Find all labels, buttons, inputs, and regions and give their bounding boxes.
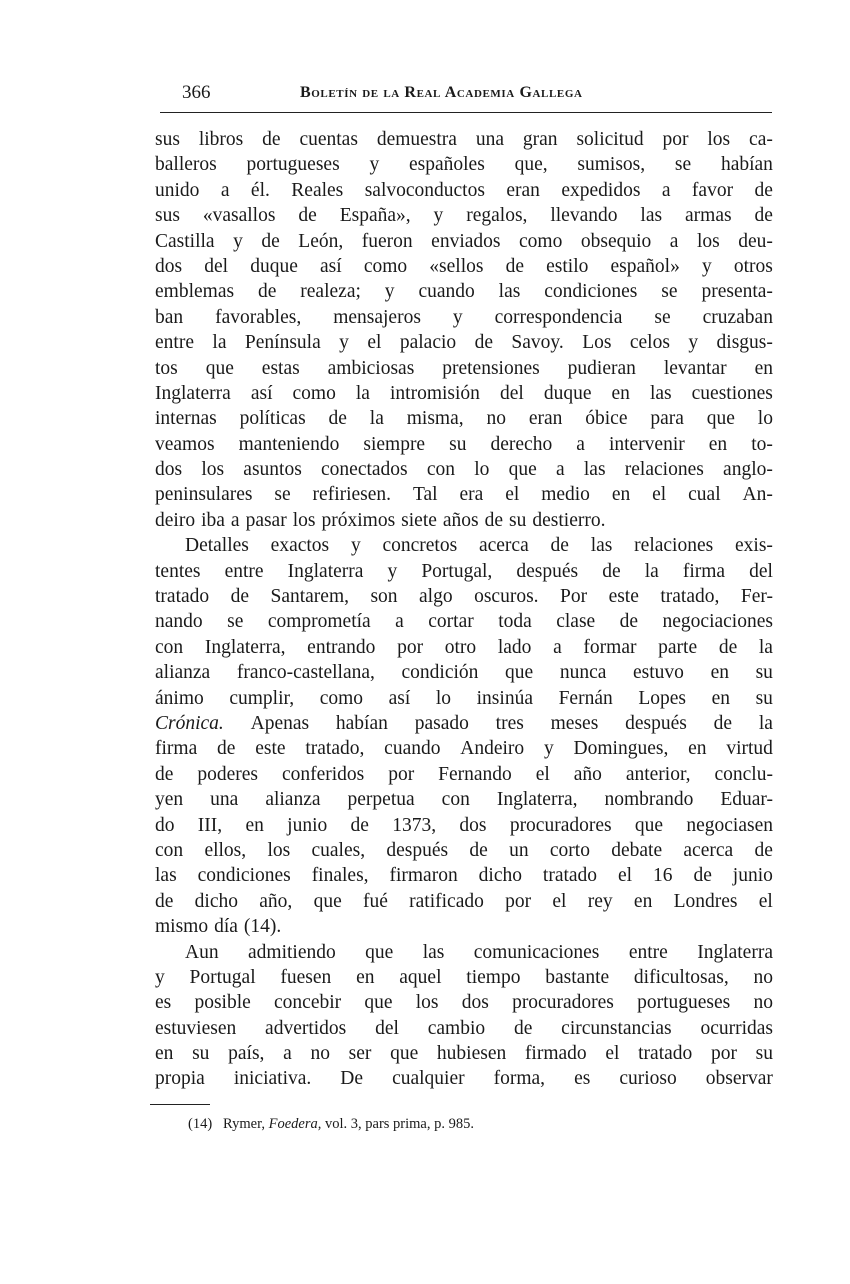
footnote-rule: [150, 1104, 210, 1105]
text-line: dos del duque así como «sellos de estilo español» y otros: [155, 255, 773, 277]
text-line: tratado de Santarem, son algo oscuros. Por este tratado, Fer-: [155, 586, 773, 608]
text-line: tos que estas ambiciosas pretensiones pudieran levantar en: [155, 357, 773, 379]
page-number: 366: [182, 82, 211, 103]
text-line: emblemas de realeza; y cuando las condiciones se presenta-: [155, 281, 773, 303]
text-line: de poderes conferidos por Fernando el año anterior, conclu-: [155, 763, 773, 785]
header-rule: [160, 112, 772, 113]
text-line: Castilla y de León, fueron enviados como obsequio a los deu-: [155, 230, 773, 252]
text-line: alianza franco-castellana, condición que nunca estuvo en su: [155, 662, 773, 684]
text-line: dos los asuntos conectados con lo que a las relaciones anglo-: [155, 459, 773, 481]
footnote-work: Foedera,: [268, 1116, 322, 1132]
text-line: do III, en junio de 1373, dos procuradores que negociasen: [155, 814, 773, 836]
text-line: veamos manteniendo siempre su derecho a intervenir en to-: [155, 433, 773, 455]
text-line: estuviesen advertidos del cambio de circunstancias ocurridas: [155, 1017, 773, 1039]
text-line: yen una alianza perpetua con Inglaterra, nombrando Eduar-: [155, 789, 773, 811]
text-line: las condiciones finales, firmaron dicho tratado el 16 de junio: [155, 865, 773, 887]
text-line: y Portugal fuesen en aquel tiempo bastante dificultosas, no: [155, 966, 773, 988]
text-line: ban favorables, mensajeros y correspondencia se cruzaban: [155, 306, 773, 328]
text-line: con Inglaterra, entrando por otro lado a formar parte de la: [155, 636, 773, 658]
text-line: de dicho año, que fué ratificado por el rey en Londres el: [155, 890, 773, 912]
text-line: Crónica. Apenas habían pasado tres meses después de la: [155, 712, 773, 734]
text-line: internas políticas de la misma, no eran óbice para que lo: [155, 408, 773, 430]
body-text: [155, 127, 773, 1092]
running-title: Boletín de la Real Academia Gallega: [300, 84, 583, 101]
footnote-marker: (14): [188, 1116, 213, 1132]
text-line: peninsulares se refiriesen. Tal era el medio en el cual An-: [155, 484, 773, 506]
footnote-14: [188, 1116, 474, 1133]
footnote-rest: vol. 3, pars prima, p. 985.: [324, 1116, 474, 1132]
text-line: es posible concebir que los dos procuradores portugueses no: [155, 992, 773, 1014]
text-line: con ellos, los cuales, después de un corto debate acerca de: [155, 839, 773, 861]
text-line: deiro iba a pasar los próximos siete años de su destierro.: [155, 509, 606, 531]
text-line: en su país, a no ser que hubiesen firmado el tratado por su: [155, 1043, 773, 1065]
footnote-author: Rymer,: [223, 1116, 265, 1132]
text-line: ánimo cumplir, como así lo insinúa Fernán Lopes en su: [155, 687, 773, 709]
text-line: Inglaterra así como la intromisión del duque en las cuestiones: [155, 382, 773, 404]
text-line: nando se comprometía a cortar toda clase de negociaciones: [155, 611, 773, 633]
text-line: propia iniciativa. De cualquier forma, es curioso observar: [155, 1068, 773, 1090]
text-line: Aun admitiendo que las comunicaciones entre Inglaterra: [185, 941, 773, 963]
text-line: balleros portugueses y españoles que, sumisos, se habían: [155, 154, 773, 176]
page-header: [160, 80, 772, 106]
text-line: unido a él. Reales salvoconductos eran expedidos a favor de: [155, 179, 773, 201]
text-line: sus libros de cuentas demuestra una gran solicitud por los ca-: [155, 129, 773, 150]
text-line: entre la Península y el palacio de Savoy. Los celos y disgus-: [155, 332, 773, 354]
text-line: firma de este tratado, cuando Andeiro y Domingues, en virtud: [155, 738, 773, 760]
text-line: sus «vasallos de España», y regalos, llevando las armas de: [155, 205, 773, 227]
text-line: mismo día (14).: [155, 916, 282, 938]
text-line: Detalles exactos y concretos acerca de las relaciones exis-: [185, 535, 773, 557]
text-line: tentes entre Inglaterra y Portugal, después de la firma del: [155, 560, 773, 582]
